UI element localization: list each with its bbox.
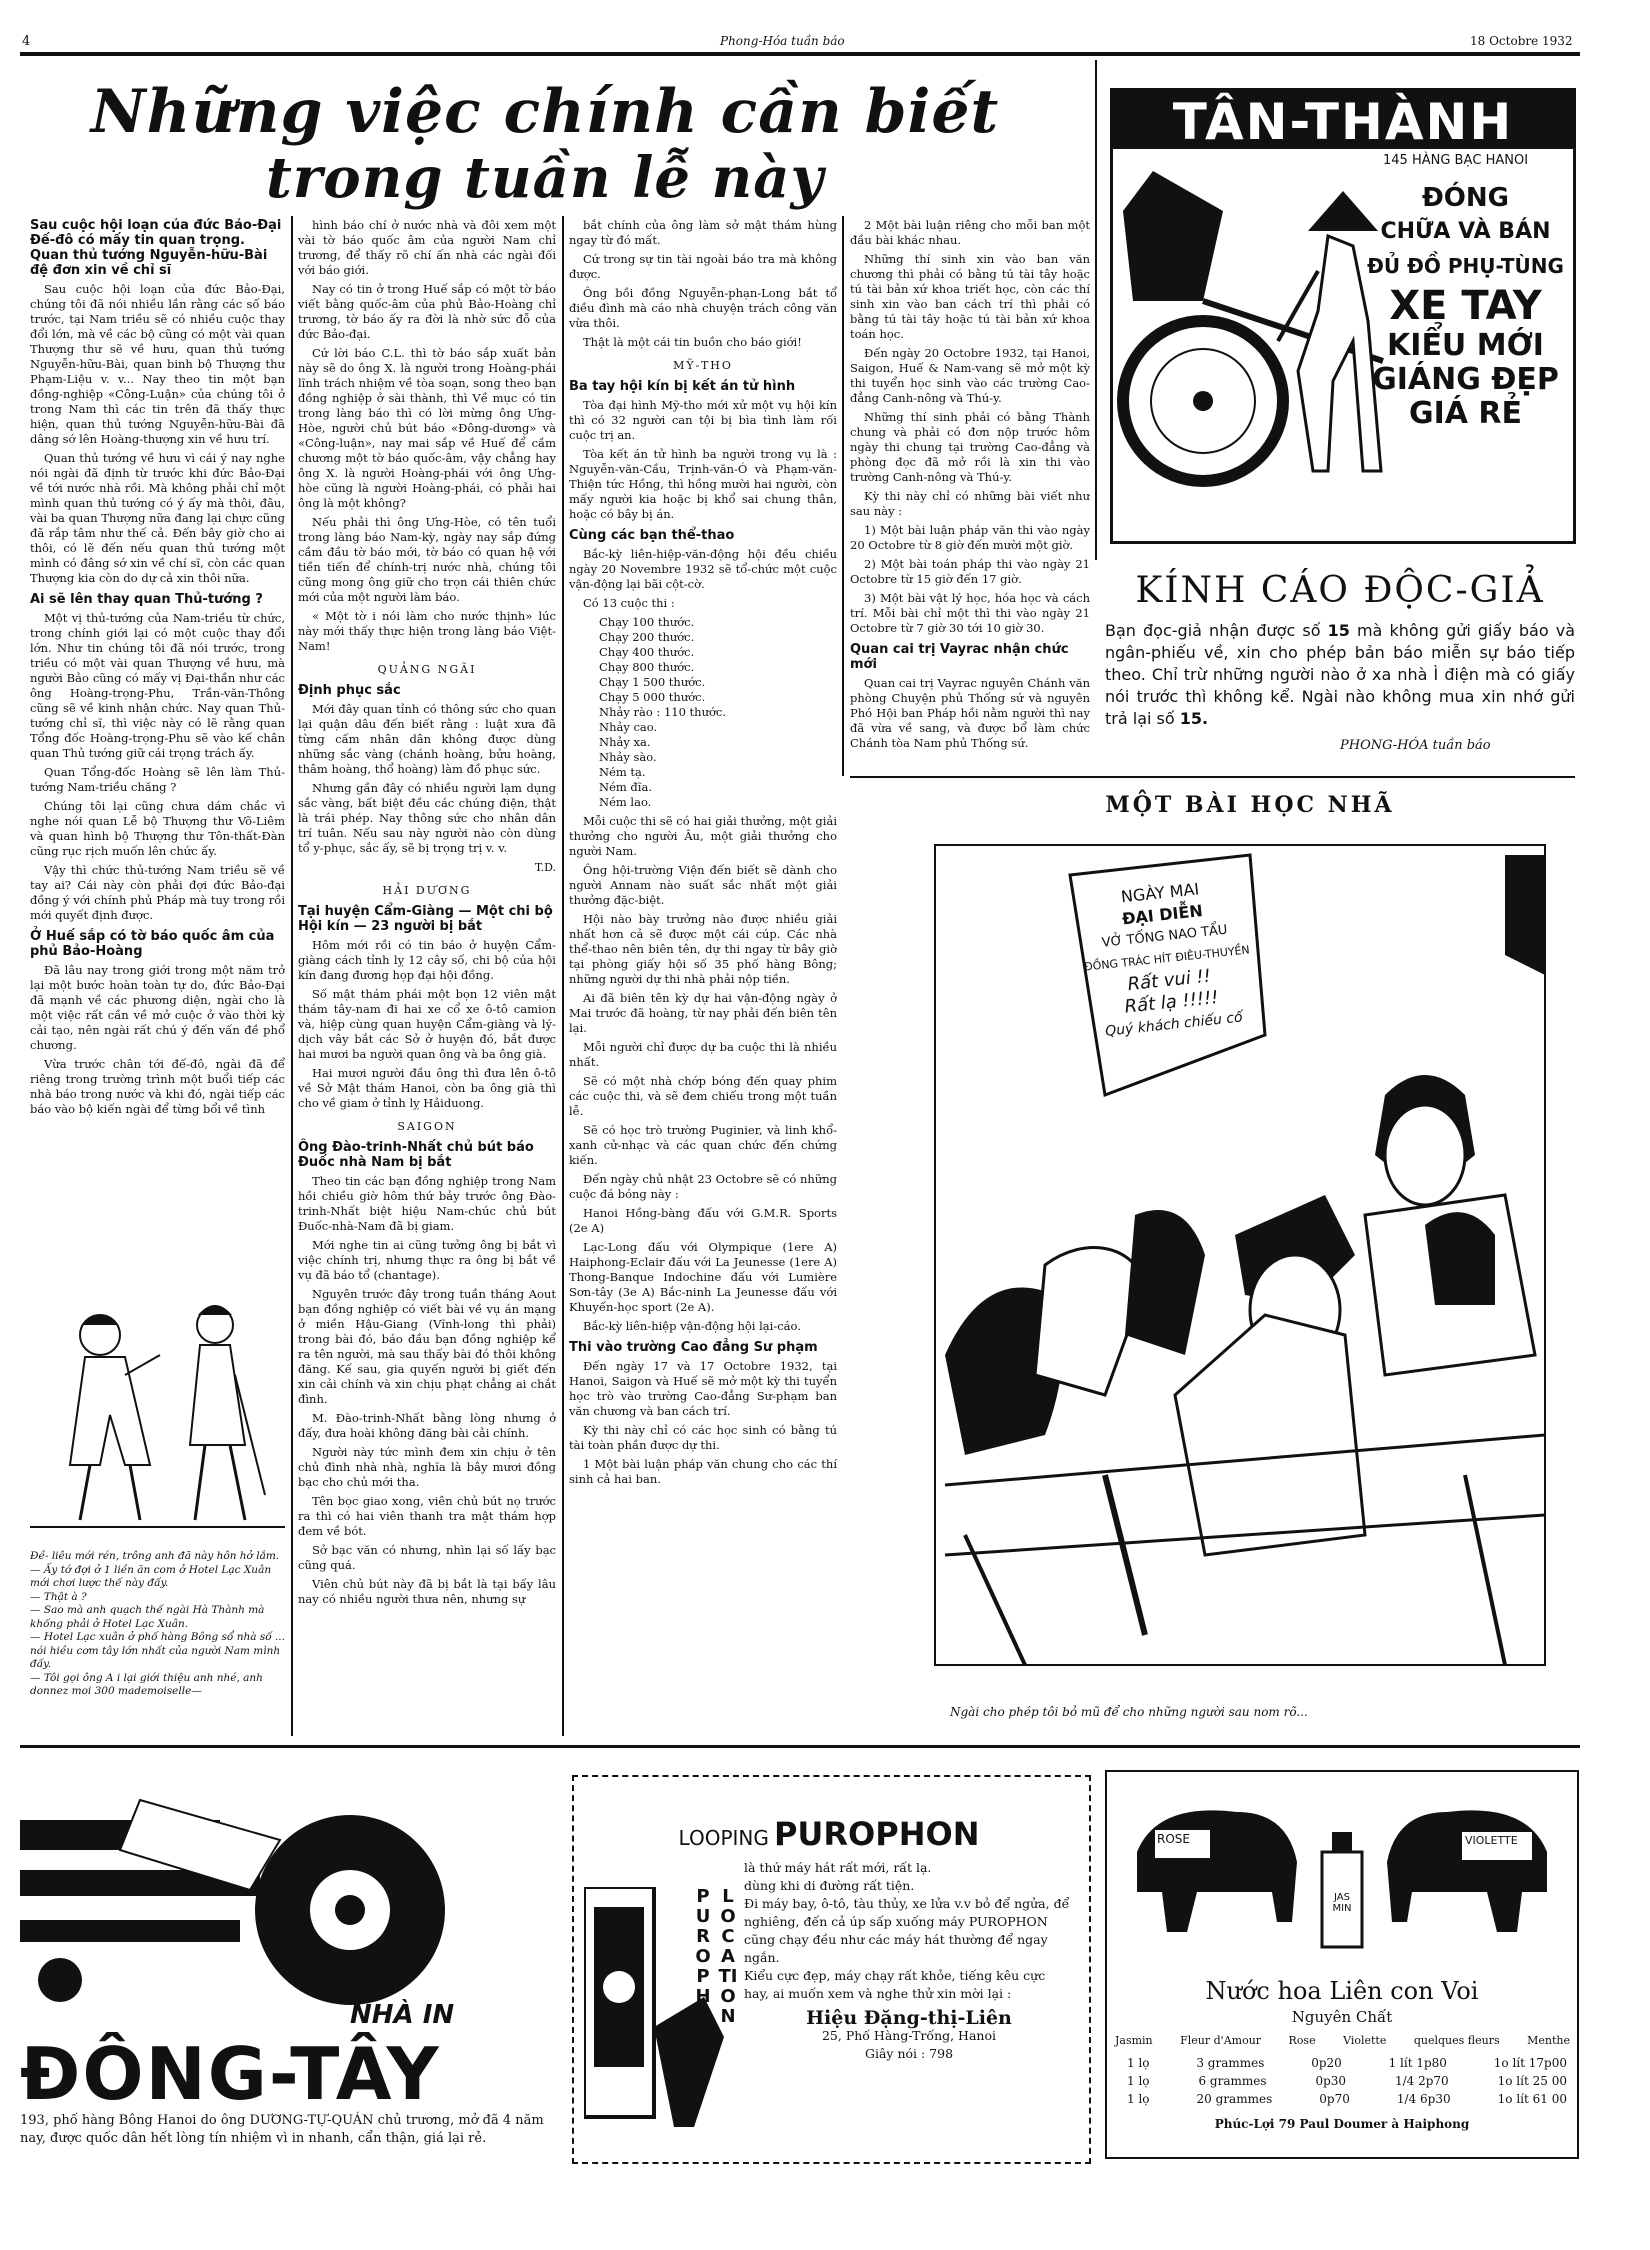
- article-paragraph: Lạc-Long đấu với Olympique (1ere A) Haiphong-Eclair đấu với La Jeunesse (1ere A) Thong-Banque Indochine đấu với Lumière Sơn-tây (3e A) Bắc-ninh La Jeunesse đấu với Khuyến-học sport (2e A).: [569, 1240, 837, 1314]
- table-row: [1127, 2072, 1567, 2090]
- purophon-body: [744, 1859, 1074, 2063]
- article-paragraph: Có 13 cuộc thi :: [583, 596, 675, 610]
- notice-title: KÍNH CÁO ĐỘC-GIẢ: [1135, 570, 1545, 611]
- list-item: Nhảy xa.: [599, 735, 651, 749]
- lead-subhead: Sau cuộc hội loạn của đức Bảo-Đại Đế-đô có mấy tin quan trọng. Quan thủ tướng Nguyễn-hữu-Bài đệ đơn xin về chỉ sĩ: [30, 218, 282, 278]
- price-table-header: [1115, 2034, 1570, 2047]
- article-subhead: Tại huyện Cẩm-Giàng — Một chi bộ Hội kín — 23 người bị bắt: [298, 904, 553, 934]
- table-cell: 1 lọ: [1127, 2092, 1150, 2106]
- article-paragraph: Mỗi cuộc thi sẽ có hai giải thưởng, một giải thưởng cho người Âu, một giải thưởng cho người Nam.: [569, 814, 837, 858]
- article-paragraph: Nay có tin ở trong Huế sắp có một tờ báo viết bằng quốc-âm của phủ Bảo-Hoàng chỉ trương, tờ báo ấy ra đời là nhờ sức đỗ của đức Bảo-đại.: [298, 282, 556, 341]
- dateline: SAIGON: [397, 1120, 457, 1133]
- poster-line: Rất lạ !!!!!: [1123, 986, 1220, 1018]
- table-cell: 0p30: [1315, 2074, 1347, 2088]
- column-rule: [291, 216, 293, 1736]
- section-rule: [20, 1745, 1580, 1748]
- article-paragraph: Số mật thám phái một bọn 12 viên mật thám tây-nam đi hai xe cổ xe ô-tô camion và, hiệp cùng quan huyện Cẩm-giàng và lý-dịch vây bắt các Sở ở huyện đó, bắt được hai mươi ba người quan ông và ba ông già.: [298, 987, 556, 1061]
- article-paragraph: « Một tờ i nói làm cho nước thịnh» lúc này mới thấy thực hiện trong làng báo Việt-Nam!: [298, 609, 556, 653]
- article-subhead: Định phục sắc: [298, 683, 401, 698]
- article-paragraph: Vừa trước chân tới đế-đô, ngài đã để riêng trong trường trình một buổi tiếp các nhà báo trong nước và khi đó, ngài tiếp các báo vào bộ kiến ngài để từng bổi về tình: [30, 1057, 285, 1116]
- table-cell: 0p20: [1311, 2056, 1342, 2070]
- table-cell: 1o lít 17p00: [1493, 2056, 1567, 2070]
- purophon-line: Đi máy bay, ô-tô, tàu thủy, xe lửa v.v bỏ để ngửa, để nghiêng, đến cả úp sấp xuống máy PUROPHON cũng chạy đều như các máy hát thường để ngay ngắn.: [744, 1896, 1070, 1965]
- notice-body: [1105, 620, 1575, 730]
- article-subhead: Ở Huế sắp có tờ báo quốc âm của phủ Bảo-Hoàng: [30, 929, 275, 959]
- masthead-date: 18 Octobre 1932: [1470, 34, 1573, 48]
- article-paragraph: Hội nào bày trưởng nào được nhiều giải nhất hơn cả sẽ được một cái cúp. Các nhà thể-thao nên biên tên, dự thi ngay từ bây giờ tại phòng giấy hội số 35 phố hàng Bông; những người dự thi nhà phải nộp tiền.: [569, 912, 837, 986]
- article-paragraph: Kỳ thi này chỉ có các học sinh có bằng tú tài toàn phần được dự thi.: [569, 1423, 837, 1452]
- perfume-title: Nước hoa Liên con Voi: [1205, 1977, 1479, 2005]
- article-paragraph: Sẽ có một nhà chớp bóng đến quay phim các cuộc thi, và sẽ đem chiếu trong một tuần lễ.: [569, 1074, 837, 1118]
- table-cell: 1 lọ: [1127, 2074, 1150, 2088]
- purophon-address: 25, Phố Hàng-Trống, Hanoi: [821, 2028, 996, 2043]
- article-paragraph: Kỳ thi này chỉ có những bài viết như sau này :: [850, 489, 1090, 518]
- list-item: Ném lao.: [599, 795, 652, 809]
- column-header: Rose: [1288, 2034, 1316, 2047]
- list-item: Ném tạ.: [599, 765, 646, 779]
- column-4: [850, 218, 1090, 763]
- article-paragraph: Quan cai trị Vayrac nguyên Chánh văn phòng Chuyện phủ Thống sứ và nguyên Phó Hội ban Pháp hồi nằm người thì nay đã vừa về sang, và được bổ làm chức Chánh tòa Nam phủ Thống sứ.: [850, 676, 1090, 750]
- purophon-shop: Hiệu Đặng-thị-Liên: [806, 2007, 1012, 2029]
- article-subhead: Cùng các bạn thể-thao: [569, 528, 735, 543]
- ad-line: GIÁ RẺ: [1408, 396, 1523, 431]
- cartoon-title: MỘT BÀI HỌC NHÃ: [1105, 792, 1395, 818]
- purophon-side-text: PURO PHON: [695, 1886, 711, 2047]
- table-cell: 20 grammes: [1196, 2092, 1273, 2106]
- elephants-illustration: [1117, 1792, 1567, 1972]
- table-cell: 0p70: [1319, 2092, 1350, 2106]
- article-subhead: Ông Đào-trinh-Nhất chủ bút báo Đuốc nhà Nam bị bắt: [298, 1140, 534, 1170]
- article-paragraph: Tòa đại hình Mỹ-tho mới xử một vụ hội kín thì có 32 người can tội bị bìa tình làm rối cuộc trị an.: [569, 398, 837, 442]
- section-rule: [850, 776, 1575, 778]
- list-item: Nhảy sào.: [599, 750, 657, 764]
- page-number: 4: [22, 34, 31, 49]
- article-paragraph: Một vị thủ-tướng của Nam-triều từ chức, trong chính giới lại có một cuộc thay đổi lớn. Như tin chúng tôi đã nói trước, trong triều có một vài quan Thượng về hưu, mà người Bảo cũng có mấy vị Đại-thần như các ông Hoàng-trọng-Phu, Trần-văn-Thông cũng sẽ về kinh nhận chức. Nay quan Thủ-tướng chỉ sĩ, thì việc này có lẽ rằng quan Tổng đốc Hoàng-trọng-Phu sẽ vào kế chân quan Thủ tướng giữ cái trọng trách ấy.: [30, 611, 285, 760]
- table-cell: 1/4 6p30: [1396, 2092, 1451, 2106]
- price-table: [1127, 2054, 1567, 2108]
- article-paragraph: Vậy thì chức thủ-tướng Nam triều sẽ về tay ai? Cái này còn phải đợi đức Bảo-đại đồng ý với chính phủ Pháp mà tuy trong rồi mới quyết định được.: [30, 863, 285, 922]
- column-rule: [1095, 60, 1097, 560]
- article-paragraph: Đã lâu nay trong giới trong một năm trở lại một bước hoàn toàn tự do, đức Bảo-Đại đã mạnh về các phương diện, ngài cho là một việc rất cần về mở cuộc ở vào thời kỳ cải tạo, nên ngài rất chú ý đến vấn đề phổ chương.: [30, 963, 285, 1052]
- table-cell: 1o lít 25 00: [1497, 2074, 1567, 2088]
- ad-line: XE TAY: [1389, 283, 1542, 329]
- purophon-phone: Giây nói : 798: [864, 2046, 954, 2061]
- article-paragraph: Đến ngày chủ nhật 23 Octobre sẽ có những cuộc đá bóng này :: [569, 1172, 837, 1201]
- cartoon-caption: Ngài cho phép tôi bỏ mũ để cho những người sau nom rõ...: [950, 1705, 1308, 1719]
- ad-line: ĐÓNG: [1422, 183, 1509, 213]
- notice-text: mà không gửi giấy báo và ngân-phiếu về, xin cho phép bản báo miễn sự báo tiếp theo. Chỉ trừ những người nào ở xa nhà Ì điện mà có giấy nói trước thì không kể.: [1105, 621, 1575, 706]
- rickshaw-puller-illustration: [1113, 151, 1403, 539]
- list-item: Nhảy rào : 110 thước.: [599, 705, 726, 719]
- article-signature: T.D.: [534, 861, 556, 874]
- table-cell: 1o lít 61 00: [1497, 2092, 1567, 2106]
- article-paragraph: Hôm mới rồi có tin báo ở huyện Cẩm-giàng cách tỉnh lỵ 12 cây số, chi bộ của hội kín đang đương họp đại hội đồng.: [298, 938, 556, 982]
- poster-line: VỞ TỐNG NAO TẨU: [1101, 922, 1229, 951]
- column-3: [569, 218, 837, 1738]
- ad-copy: [1363, 181, 1568, 431]
- article-paragraph: Những thí sinh phải có bằng Thành chung và phải có đơn nộp trước hôm ngày thi chung tại trường Cao-đẳng và phòng đọc đã mở rồi là xin thi vào trường Canh-nông và Thú-y.: [850, 410, 1090, 484]
- column-header: Violette: [1343, 2034, 1387, 2047]
- ad-line: CHỮA VÀ BÁN: [1380, 219, 1551, 244]
- purophon-brand: PUROPHON: [773, 1815, 980, 1853]
- label-rose: ROSE: [1157, 1832, 1190, 1846]
- article-paragraph: 2 Một bài luận riêng cho mỗi ban một đầu bài khác nhau.: [850, 218, 1090, 247]
- poster-line: NGÀY MAI: [1120, 879, 1201, 907]
- article-paragraph: Ai đã biên tên kỳ dự hai vận-động ngày ở Mai trước đã hoàng, từ nay phải đến biên tên lại.: [569, 991, 837, 1035]
- headline-line2: trong tuần lễ này: [265, 145, 825, 211]
- article-paragraph: Mới nghe tin ai cũng tưởng ông bị bắt vì việc chính trị, nhưng thực ra ông bị bắt về vụ đã báo tổ (chantage).: [298, 1238, 556, 1282]
- notice-text: Bạn đọc-giả nhận được số: [1105, 621, 1321, 640]
- column-header: Jasmin: [1115, 2034, 1153, 2047]
- column-header: Menthe: [1527, 2034, 1570, 2047]
- column-rule: [562, 216, 564, 1736]
- column-rule: [842, 216, 844, 776]
- purophon-line: dùng khi di đường rất tiện.: [744, 1878, 915, 1893]
- article-paragraph: Quan thủ tướng về hưu vì cái ý nay nghe nói ngài đã định từ trước khi đức Bảo-Đại về tới nước nhà rồi. Mà không phải chỉ một mình quan thủ tướng có ý ấy mà thôi, đâu, vài ba quan Thượng nữa đang lại chực cũng đã rắp tâm như thế cả. Đến bây giờ cho ai thôi, có lẽ đến nếu quan thủ tướng một mình có đâng sớ xin về chí sĩ, còn các quan Thượng kia còn do dự cả xin thôi nữa.: [30, 451, 285, 585]
- column-1: [30, 218, 285, 1258]
- table-cell: 1 lọ: [1127, 2056, 1150, 2070]
- article-paragraph: Đến ngày 20 Octobre 1932, tại Hanoi, Saigon, Huế & Nam-vang sẽ mở một kỳ thi tuyển học sinh vào các trường Cao-đẳng Canh-nông và Thú-y.: [850, 346, 1090, 405]
- table-cell: 1/4 2p70: [1394, 2074, 1449, 2088]
- article-paragraph: 1 Một bài luận pháp văn chung cho các thí sinh cả hai ban.: [569, 1457, 837, 1486]
- purophon-line: Kiểu cực đẹp, máy chạy rất khỏe, tiếng kêu cực hay, ai muốn xem và nghe thử xin mời lại :: [744, 1968, 1046, 2001]
- article-paragraph: Tên bọc giao xong, viên chủ bút nọ trước ra thì có hai viên thanh tra mật thám hợp đem về bót.: [298, 1494, 556, 1538]
- article-paragraph: Viên chủ bút này đã bị bắt là tại bấy lâu nay có nhiều người thưa nên, nhưng sự: [298, 1577, 556, 1606]
- printer-ad-small: NHÀ IN: [350, 2000, 455, 2030]
- column-2: [298, 218, 556, 1738]
- table-cell: 3 grammes: [1196, 2056, 1265, 2070]
- article-paragraph: Thật là một cái tin buồn cho báo giới!: [583, 335, 802, 349]
- label-violette: VIOLETTE: [1465, 1834, 1518, 1847]
- article-paragraph: Hai mươi người đầu ông thì đưa lên ô-tô về Sở Mật thám Hanoi, còn ba ông già thì cho về giam ở tỉnh lỵ Hảiduong.: [298, 1066, 556, 1110]
- poster-line: Quý khách chiếu cố: [1104, 1009, 1244, 1040]
- article-paragraph: Nhưng gần đây có nhiều người lạm dụng sắc vàng, bất biệt đều các chúng điện, thật là trái phép. Nay thông sức cho nhân dân trí tuân. Nếu sau này người nào còn dùng tổ y-phục, sắc ấy, sẽ bị trọng trị v. v.: [298, 781, 556, 855]
- masthead-rule: [20, 52, 1580, 56]
- article-paragraph: Hanoi Hồng-bàng đấu với G.M.R. Sports (2e A): [569, 1206, 837, 1235]
- list-item: Nhảy cao.: [599, 720, 658, 734]
- ad-line: ĐỦ ĐỒ PHỤ-TÙNG: [1367, 254, 1564, 278]
- ad-line: KIỂU MỚI: [1387, 328, 1544, 363]
- printing-press-illustration: [20, 1780, 540, 2030]
- article-paragraph: Bắc-kỳ liên-hiệp-văn-động hội đều chiều ngày 20 Novembre 1932 sẽ tổ-chức một cuộc vận-động lại bãi cột-cờ.: [569, 547, 837, 591]
- article-paragraph: Cứ trong sự tin tài ngoài báo tra mà không được.: [569, 252, 837, 281]
- article-subhead: Ba tay hội kín bị kết án tử hình: [569, 379, 796, 394]
- perfume-ad: [1105, 1770, 1579, 2159]
- table-cell: 6 grammes: [1198, 2074, 1267, 2088]
- article-paragraph: Quan Tổng-đốc Hoàng sẽ lên làm Thủ-tướng Nam-triều chăng ?: [30, 765, 285, 794]
- list-item: Chạy 400 thước.: [599, 645, 695, 659]
- cartoon-caption: Đề- liêu mới rén, trông anh đã này hôn hở lắm. — Ấy tớ đợi ở 1 liền ăn com ở Hotel Lạc Xuân mới chơi lược thế này đấy. — Thật à ? — Sao mà anh quạch thế ngài Hà Thành mà khống phải ở Hotel Lạc Xuân. — Hotel Lạc xuân ở phố hàng Bông sổ nhà số ... nói hiều cơm tây lớn nhất của người Nam mình đấy. — Tôi gọi ông A i lại giới thiệu anh nhé, anh donnez moi 300 mademoiselle—: [30, 1550, 285, 1697]
- article-subhead: Ai sẽ lên thay quan Thủ-tướng ?: [30, 592, 263, 607]
- article-paragraph: Ông bồi đồng Nguyễn-phạn-Long bắt tổ điều đình mà cáo nhà chuyện trách công văn vừa thôi.: [569, 286, 837, 330]
- list-item: Chạy 800 thước.: [599, 660, 695, 674]
- masthead-paper: Phong-Hóa tuần báo: [720, 34, 845, 48]
- article-paragraph: bắt chính của ông làm sở mật thám hùng ngay từ đó mất.: [569, 218, 837, 247]
- article-paragraph: Sẽ có học trò trường Puginier, và linh khổ-xanh cử-nhạc và các quan chức đến chứng kiến.: [569, 1123, 837, 1167]
- article-paragraph: Nguyên trước đây trong tuần tháng Aout bạn đồng nghiệp có viết bài về vụ án mạng ở miền Hậu-Giang (Vĩnh-long thì phải) trong bài đó, báo đầu bạn đồng nghiệp kể ra tên người, mà sau thấy bài đó thôi không đăng. Kế sau, gia quyến người bị giết đến xin cải chính và xin chịu phạt chẳng ai chắt đình.: [298, 1287, 556, 1406]
- purophon-brand-small: LOOPING: [678, 1826, 769, 1850]
- article-paragraph: Mỗi người chỉ được dự ba cuộc thi là nhiều nhất.: [569, 1040, 837, 1069]
- bottle-label: JAS MIN: [1332, 1892, 1352, 1914]
- purophon-line: là thứ máy hát rất mới, rất lạ.: [744, 1860, 932, 1875]
- table-row: [1127, 2054, 1567, 2072]
- article-paragraph: M. Đào-trinh-Nhất bằng lòng nhưng ở đấy, đưa hoài không đăng bài cải chính.: [298, 1411, 556, 1440]
- purophon-heading: [664, 1815, 994, 1853]
- printer-ad-address: 193, phố hàng Bông Hanoi do ông DƯƠNG-TỰ-QUÁN chủ trương, mở đã 4 năm nay, được quốc dân hết lòng tín nhiệm vì in nhanh, cẩn thận, giá lại rẻ.: [20, 2113, 544, 2146]
- purophon-side-text: LOCATION: [718, 1886, 738, 2027]
- poster-line: Rất vui !!: [1126, 965, 1212, 996]
- article-paragraph: Bắc-kỳ liên-hiệp vận-động hội lại-cáo.: [583, 1319, 801, 1333]
- list-item: Chạy 200 thước.: [599, 630, 695, 644]
- article-paragraph: Cứ lời báo C.L. thì tờ báo sắp xuất bản này sẽ do ông X. là người trong Hoàng-phái lĩnh trách nhiệm về tòa soạn, song theo bạn đồng nghiệp ở sài thành, thì Về mục có tin trong làng báo thì có lời mừng ông Ưng-Hòe, người chủ bút báo «Đông-dương» và «Công-luận», nay mai sắp về Huế để cầm chương một tờ báo quốc-âm, vậy chẳng hay ông X. là người Hoàng-phái với ông Ưng-hòe cũng là người Hoàng-phái, có phải hai ông là một không?: [298, 346, 556, 510]
- rickshaw-ad: [1110, 88, 1576, 544]
- poster-line: ĐẠI DIỄN: [1121, 901, 1204, 929]
- perfume-subtitle: Nguyên Chất: [1291, 2008, 1393, 2026]
- article-paragraph: Sở bạc văn có nhưng, nhìn lại số lấy bạc cũng quá.: [298, 1543, 556, 1572]
- headline-line1: Những việc chính cần biết: [90, 77, 1000, 147]
- article-paragraph: Tòa kết án tử hình ba người trong vụ là : Nguyễn-văn-Cầu, Trịnh-văn-Ó và Phạm-văn-Thiện tức Hồng, thì hồng mười hai người, còn mấy người kia hoặc bị khổ sai chung thân, hoặc có bây bị án.: [569, 447, 837, 521]
- dateline: HẢI DƯƠNG: [382, 884, 472, 897]
- list-item: Chạy 1 500 thước.: [599, 675, 706, 689]
- article-paragraph: 1) Một bài luận pháp văn thi vào ngày 20 Octobre từ 8 giờ đến mười một giờ.: [850, 523, 1090, 552]
- printer-ad: [20, 1760, 550, 2160]
- poster-line: ĐỒNG TRÁC HÍT ĐIÊU-THUYỀN: [1083, 943, 1251, 974]
- notice-signature: PHONG-HÓA tuần báo: [1340, 738, 1491, 753]
- article-paragraph: Theo tin các bạn đồng nghiệp trong Nam hồi chiều giờ hôm thứ bảy trước ông Đào-trinh-Nhất biệt hiệu Nam-chúc chủ bút Đuốc-nhà-Nam đã bị giam.: [298, 1174, 556, 1233]
- dateline: QUẢNG NGÃI: [377, 663, 477, 676]
- list-item: Ném đĩa.: [599, 780, 652, 794]
- printer-ad-brand: ĐÔNG-TÂY: [20, 2032, 441, 2116]
- theater-poster: [1064, 872, 1269, 1045]
- purophon-ad: [572, 1775, 1091, 2164]
- list-item: Chạy 100 thước.: [599, 615, 695, 629]
- table-cell: 1 lít 1p80: [1388, 2056, 1447, 2070]
- article-paragraph: hình báo chí ở nước nhà và đôi xem một vài tờ báo quốc âm của người Nam chỉ trương, để thấy rõ chí ấn nhà các ngài đối với báo giới.: [298, 218, 556, 277]
- article-paragraph: Những thí sinh xin vào ban văn chương thì phải có bằng tú tài tây hoặc tú tài bản xứ khoa triết học, còn các thí sinh xin vào ban cách trí thì phải có bằng tú tài tây hoặc tú tài bản xứ khoa toán học.: [850, 252, 1090, 341]
- article-paragraph: Chúng tôi lại cũng chưa dám chắc vì nghe nói quan Lễ bộ Thượng thư Võ-Liêm và quan hình bộ Thượng thư Tôn-thất-Đàn cũng rục rịch muốn lên chức ấy.: [30, 799, 285, 858]
- article-subhead: Quan cai trị Vayrac nhận chức mới: [850, 642, 1069, 672]
- list-item: Chạy 5 000 thước.: [599, 690, 706, 704]
- ad-address: 145 HÀNG BẠC HANOI: [1383, 153, 1529, 168]
- notice-text: Ngài nào không mua xin nhớ gửi trả lại số: [1105, 687, 1575, 728]
- article-paragraph: Người này tức mình đem xin chịu ở tên chủ đình nhà nhà, nghĩa là bây mươi đồng bạc cho chủ mới tha.: [298, 1445, 556, 1489]
- issue-number: 15.: [1179, 709, 1209, 728]
- article-paragraph: 3) Một bài vật lý học, hóa học và cách trí. Mỗi bài chỉ một thì thi vào ngày 21 Octobre từ 7 giờ 30 tới 10 giờ 30.: [850, 591, 1090, 635]
- article-subhead: Thi vào trường Cao đẳng Sư phạm: [569, 1340, 818, 1355]
- perfume-footer: Phúc-Lợi 79 Paul Doumer à Haiphong: [1214, 2117, 1470, 2131]
- article-paragraph: Mới đây quan tỉnh có thông sức cho quan lại quận dâu đến biết rằng : luật xưa đã từng cấm nhân dân không được dùng những sắc vàng (chánh hoàng, bửu hoàng, thâm hoàng, thổ hoàng) làm đồ phục sức.: [298, 702, 556, 776]
- sidewalk-cartoon-illustration: [30, 1265, 285, 1540]
- column-header: Fleur d'Amour: [1180, 2034, 1262, 2047]
- ad-brand: TÂN-THÀNH: [1172, 93, 1514, 151]
- article-paragraph: 2) Một bài toán pháp thi vào ngày 21 Octobre từ 15 giờ đến 17 giờ.: [850, 557, 1090, 586]
- events-list: [569, 615, 837, 810]
- article-paragraph: Đến ngày 17 và 17 Octobre 1932, tại Hanoi, Saigon và Huế sẽ mở một kỳ thi tuyển học trò vào trường Cao-đẳng Sư-phạm ban văn chương và ban cách trí.: [569, 1359, 837, 1418]
- dateline: MỸ-THO: [673, 359, 733, 372]
- ad-line: GIÁNG ĐẸP: [1372, 362, 1559, 397]
- column-header: quelques fleurs: [1413, 2034, 1500, 2047]
- article-paragraph: Nếu phải thì ông Ưng-Hòe, có tên tuổi trong làng báo Nam-kỳ, ngày nay sắp đứng cầm đầu tờ báo mới, tờ báo có quan hệ với tiền tiến để chính-trị nước nhà, chúng tôi cũng mong ông giữ cho trọn cái thiên chức mới của một người làm báo.: [298, 515, 556, 604]
- article-paragraph: Ông hội-trường Viện đến biết sẽ dành cho người Annam nào suất sắc nhất một giải thưởng đặc-biệt.: [569, 863, 837, 907]
- issue-number: 15: [1327, 621, 1350, 640]
- article-paragraph: Sau cuộc hội loạn của đức Bảo-Đại, chúng tôi đã nói nhiều lần rằng các số báo trước, tại Nam triều sẽ có nhiều cuộc thay đổi lớn, mà về các bộ cũng có một vài quan Thượng thư sẽ về hưu, quan thủ tướng Nguyễn-hữu-Bài, quan binh bộ Thượng thư Phạm-Liệu v. v... Nay theo tin một bạn đồng-nghiệp «Công-Luận» của chúng tôi ở trong Nam thì các tin trên đã thấy thực hiện, quan thủ tướng Nguyễn-hữu-Bài đã dâng sớ lên Hoàng-thượng xin về hưu trí.: [30, 282, 285, 446]
- table-row: [1127, 2090, 1567, 2108]
